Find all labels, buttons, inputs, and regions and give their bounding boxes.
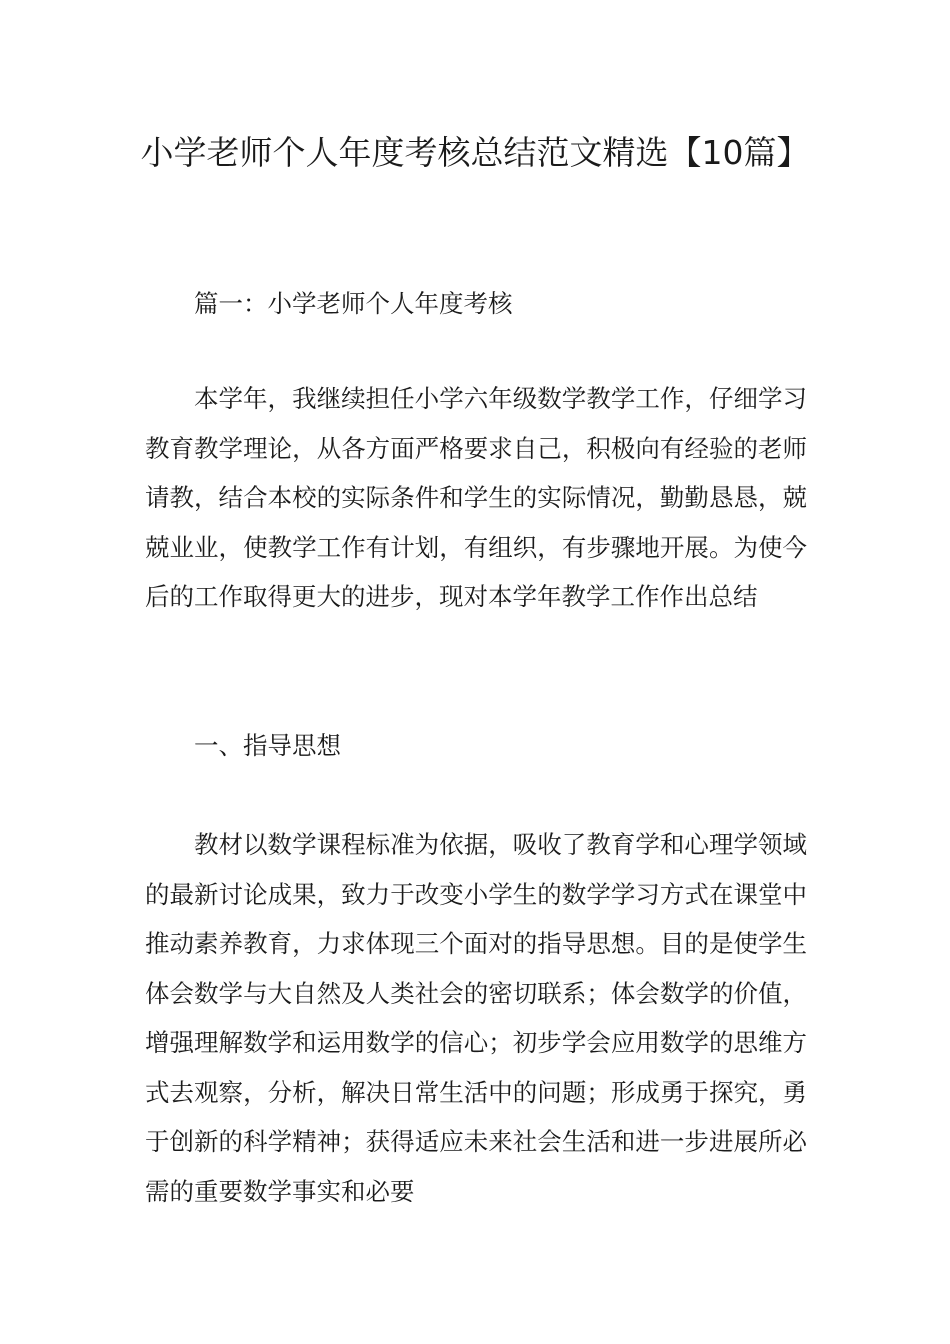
body-paragraph: 教材以数学课程标准为依据，吸收了教育学和心理学领域的最新讨论成果，致力于改变小学生的数学学习方式在课堂中推动素养教育，力求体现三个面对的指导思想。目的是使学生体会数学与大自然及人类社会的密切联系；体会数学的价值，增强理解数学和运用数学的信心；初步学会应用数学的思维方式去观察，分析，解决日常生活中的问题；形成勇于探究，勇于创新的科学精神；获得适应未来社会生活和进一步进展所必需的重要数学事实和必要 [145,830,807,1206]
section-title: 篇一：小学老师个人年度考核 [194,289,513,318]
section-heading-guiding-ideology: 一、指导思想 [194,731,341,760]
document-title: 小学老师个人年度考核总结范文精选【10篇】 [140,133,810,172]
intro-paragraph: 本学年，我继续担任小学六年级数学教学工作，仔细学习教育教学理论，从各方面严格要求自己，积极向有经验的老师请教，结合本校的实际条件和学生的实际情况，勤勤恳恳，兢兢业业，使教学工作有计划，有组织，有步骤地开展。为使今后的工作取得更大的进步，现对本学年教学工作作出总结 [145,384,807,611]
